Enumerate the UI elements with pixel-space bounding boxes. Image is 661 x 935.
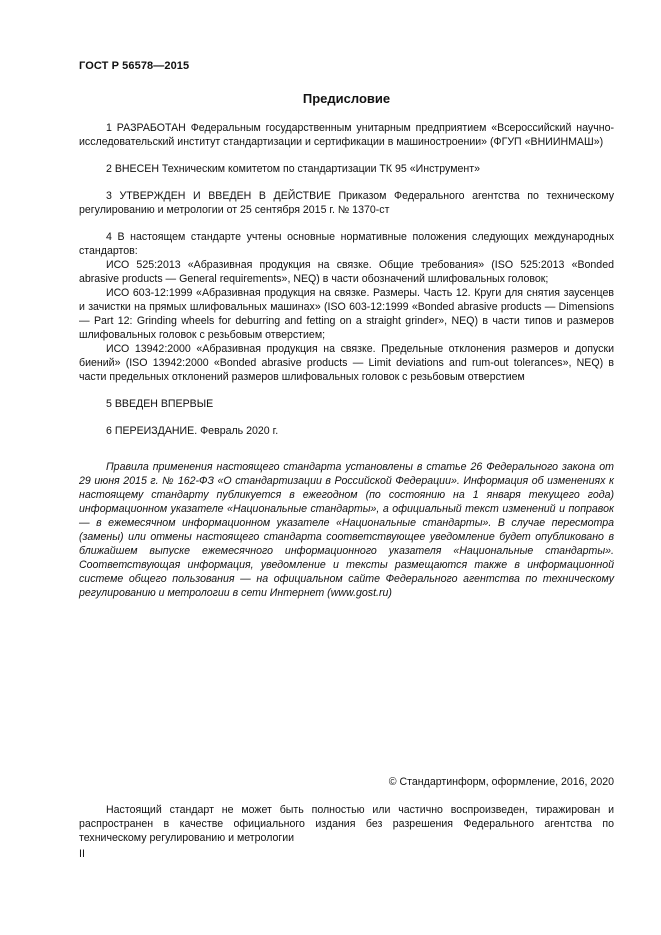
paragraph-reissue: 6 ПЕРЕИЗДАНИЕ. Февраль 2020 г. <box>106 425 279 437</box>
copyright-line: © Стандартинформ, оформление, 2016, 2020 <box>388 776 614 788</box>
section-title: Предисловие <box>302 91 391 106</box>
reproduction-notice: Настоящий стандарт не может быть полностью или частично воспроизведен, тиражирован и распространен в качестве официального издания без разрешения Федерального агентства по техническому регулированию и метрологии <box>79 804 614 844</box>
paragraph-iso-13942: ИСО 13942:2000 «Абразивная продукция на связке. Предельные отклонения размеров и допуски биений» (ISO 13942:2000 «Bonded abrasive products — Limit deviations and rum-out tolerances», NEQ) в части предельных отклонений размеров шлифовальных головок с резьбовым отверстием <box>79 343 614 383</box>
paragraph-iso-603-12: ИСО 603-12:1999 «Абразивная продукция на связке. Размеры. Часть 12. Круги для снятия заусенцев и зачистки на прямых шлифовальных машинах» (ISO 603-12:1999 «Bonded abrasive products — Dimensions — Part 12: Grinding wheels for deburring and fetting on a straight grinder», NEQ) в части типов и размеров шлифовальных головок с резьбовым отверстием; <box>79 287 614 341</box>
document-number: ГОСТ Р 56578—2015 <box>79 60 190 72</box>
application-rules-notice: Правила применения настоящего стандарта установлены в статье 26 Федерального закона от 29 июня 2015 г. № 162-ФЗ «О стандартизации в Российской Федерации». Информация об изменениях к настоящему стандарту публикуется в ежегодном (по состоянию на 1 января текущего года) информационном указателе «Национальные стандарты», а официальный текст изменений и поправок — в ежемесячном информационном указателе «Национальные стандарты». В случае пересмотра (замены) или отмены настоящего стандарта соответствующее уведомление будет опубликовано в ближайшем выпуске ежемесячного информационного указателя «Национальные стандарты». Соответствующая информация, уведомление и тексты размещаются также в информационной системе общего пользования — на официальном сайте Федерального агентства по техническому регулированию и метрологии в сети Интернет (www.gost.ru) <box>79 461 614 599</box>
preface-body <box>79 121 614 438</box>
page-number: II <box>79 848 85 860</box>
paragraph-first-introduced: 5 ВВЕДЕН ВПЕРВЫЕ <box>106 398 214 410</box>
paragraph-international-standards: 4 В настоящем стандарте учтены основные нормативные положения следующих международных стандартов: <box>79 231 614 257</box>
paragraph-iso-525: ИСО 525:2013 «Абразивная продукция на связке. Общие требования» (ISO 525:2013 «Bonded abrasive products — General requirements», NEQ) в части обозначений шлифовальных головок; <box>79 259 614 285</box>
paragraph-developed-by: 1 РАЗРАБОТАН Федеральным государственным унитарным предприятием «Всероссийский научно-исследовательский институт стандартизации и сертификации в машиностроении» (ФГУП «ВНИИНМАШ») <box>79 122 614 148</box>
paragraph-submitted-by: 2 ВНЕСЕН Техническим комитетом по стандартизации ТК 95 «Инструмент» <box>106 163 480 175</box>
paragraph-approved: 3 УТВЕРЖДЕН И ВВЕДЕН В ДЕЙСТВИЕ Приказом Федерального агентства по техническому регулированию и метрологии от 25 сентября 2015 г. № 1370-ст <box>79 190 614 216</box>
